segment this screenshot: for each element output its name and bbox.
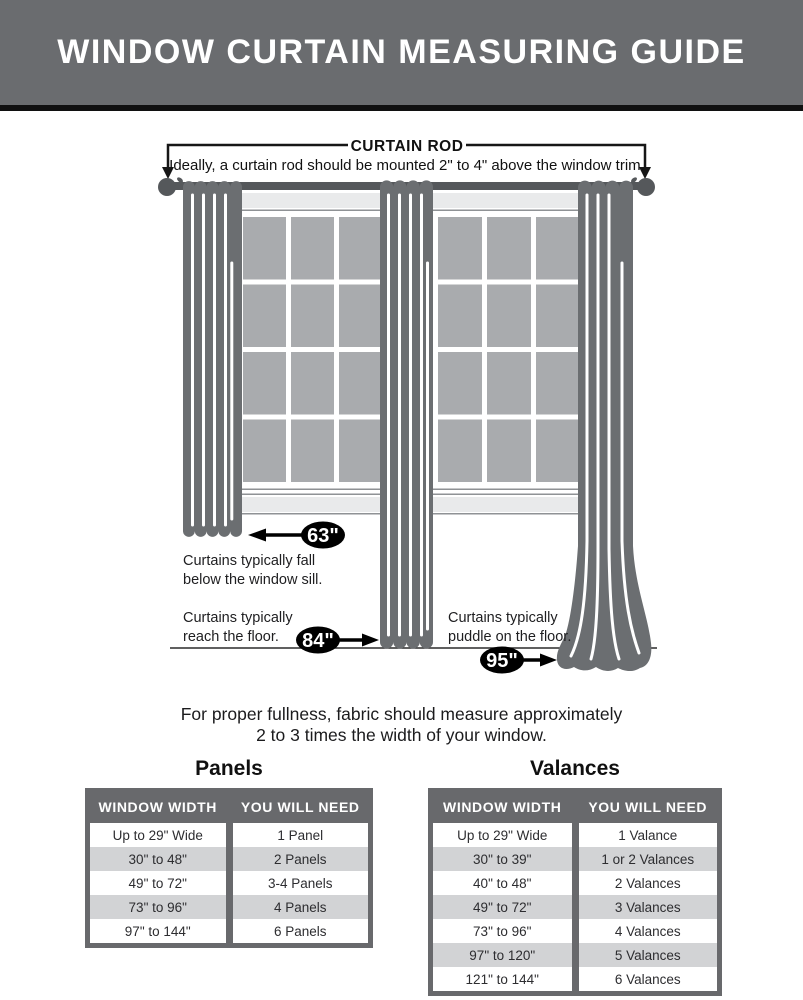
cell-window-width: 97" to 120" — [433, 943, 572, 967]
curtain-floor-length — [380, 180, 433, 648]
table-row — [90, 895, 368, 919]
puddle-caption-line1: Curtains typically — [448, 610, 558, 626]
cell-window-width: Up to 29" Wide — [90, 823, 226, 847]
table-row — [433, 871, 717, 895]
valances-title: Valances — [530, 757, 620, 780]
cell-you-will-need: 5 Valances — [579, 943, 718, 967]
page-title: WINDOW CURTAIN MEASURING GUIDE — [57, 33, 746, 71]
panels-table — [85, 788, 373, 948]
curtain-sill-length — [183, 181, 242, 537]
table-row — [90, 871, 368, 895]
cell-window-width: 97" to 144" — [90, 919, 226, 943]
arrow-right-icon — [540, 654, 557, 667]
table-row — [433, 847, 717, 871]
sill-caption-line1: Curtains typically fall — [183, 553, 316, 569]
cell-you-will-need: 2 Panels — [233, 847, 369, 871]
page-header — [0, 0, 803, 105]
table-row — [90, 847, 368, 871]
cell-you-will-need: 2 Valances — [579, 871, 718, 895]
cell-window-width: 73" to 96" — [90, 895, 226, 919]
cell-you-will-need: 1 Panel — [233, 823, 369, 847]
cell-you-will-need: 4 Valances — [579, 919, 718, 943]
window-panes-left — [243, 217, 382, 482]
panels-table-header — [90, 793, 368, 823]
cell-you-will-need: 3-4 Panels — [233, 871, 369, 895]
table-row — [433, 967, 717, 991]
measurement-95-value: 95" — [486, 650, 518, 672]
measurement-95 — [480, 647, 557, 674]
cell-window-width: 49" to 72" — [433, 895, 572, 919]
cell-window-width: 30" to 39" — [433, 847, 572, 871]
finial-left — [158, 178, 176, 196]
cell-you-will-need: 1 or 2 Valances — [579, 847, 718, 871]
table-row — [90, 823, 368, 847]
valances-col-window-width: WINDOW WIDTH — [443, 799, 562, 815]
floor-caption-line2: reach the floor. — [183, 629, 279, 645]
cell-you-will-need: 6 Valances — [579, 967, 718, 991]
cell-you-will-need: 3 Valances — [579, 895, 718, 919]
rod-note: Ideally, a curtain rod should be mounted 2" to 4" above the window trim. — [169, 157, 645, 174]
cell-window-width: 121" to 144" — [433, 967, 572, 991]
fullness-note — [0, 704, 803, 746]
cell-you-will-need: 6 Panels — [233, 919, 369, 943]
measurement-63-value: 63" — [307, 525, 339, 547]
cell-window-width: 73" to 96" — [433, 919, 572, 943]
fullness-note-line2: 2 to 3 times the width of your window. — [256, 725, 547, 745]
sill-caption-line2: below the window sill. — [183, 572, 323, 588]
window-panes-right — [438, 217, 578, 482]
valances-col-you-will-need: YOU WILL NEED — [588, 799, 708, 815]
table-row — [90, 919, 368, 943]
curtain-rod-label: CURTAIN ROD — [350, 138, 464, 155]
fullness-note-line1: For proper fullness, fabric should measure approximately — [180, 704, 623, 724]
table-row — [433, 919, 717, 943]
puddle-caption-line2: puddle on the floor. — [448, 629, 572, 645]
arrow-right-icon — [362, 634, 379, 647]
floor-caption-line1: Curtains typically — [183, 610, 293, 626]
cell-window-width: Up to 29" Wide — [433, 823, 572, 847]
curtain-diagram — [0, 111, 803, 701]
arrow-left-icon — [248, 529, 266, 542]
panels-col-window-width: WINDOW WIDTH — [98, 799, 217, 815]
cell-window-width: 49" to 72" — [90, 871, 226, 895]
table-row — [433, 943, 717, 967]
valances-table-header — [433, 793, 717, 823]
cell-window-width: 30" to 48" — [90, 847, 226, 871]
finial-right — [637, 178, 655, 196]
measurement-63 — [248, 522, 345, 549]
cell-window-width: 40" to 48" — [433, 871, 572, 895]
cell-you-will-need: 4 Panels — [233, 895, 369, 919]
panels-title: Panels — [195, 757, 263, 780]
table-row — [433, 895, 717, 919]
table-row — [433, 823, 717, 847]
cell-you-will-need: 1 Valance — [579, 823, 718, 847]
panels-col-you-will-need: YOU WILL NEED — [240, 799, 360, 815]
valances-table — [428, 788, 722, 996]
measurement-84 — [296, 627, 379, 654]
measurement-84-value: 84" — [302, 630, 334, 652]
